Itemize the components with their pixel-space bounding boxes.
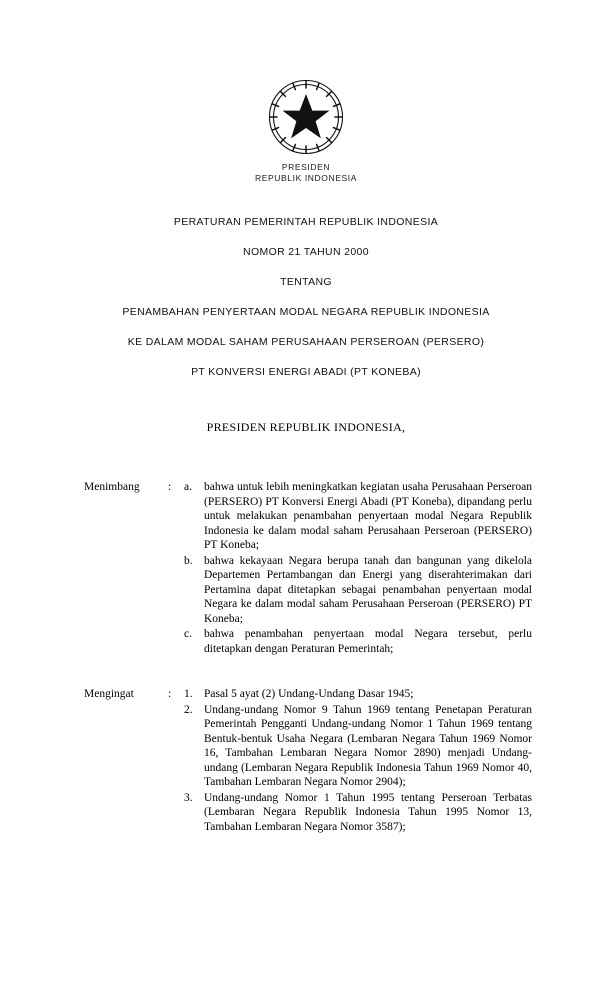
item-marker: b. <box>184 554 193 567</box>
item-text: bahwa untuk lebih meningkatkan kegiatan usaha Perusahaan Perseroan (PERSERO) PT Konversi Energi Abadi (PT Koneba), dipandang perlu untuk melakukan penambahan penyertaan modal Negara Republik Indonesia ke dalam modal saham Perusahaan Perseroan (PERSERO) PT Koneba; <box>204 481 532 551</box>
clause-colon: : <box>168 688 172 700</box>
clause-items <box>184 480 532 657</box>
title-line-about: TENTANG <box>280 276 332 288</box>
item-marker: 1. <box>184 688 193 700</box>
item-marker: 3. <box>184 791 193 804</box>
clauses-section <box>84 480 532 865</box>
clause-item <box>184 627 532 656</box>
clause-colon: : <box>168 481 172 493</box>
title-line-subject-3: PT KONVERSI ENERGI ABADI (PT KONEBA) <box>191 366 421 378</box>
emblem-caption-line2: REPUBLIK INDONESIA <box>255 173 357 183</box>
clause-item <box>184 791 532 835</box>
title-line-regulation: PERATURAN PEMERINTAH REPUBLIK INDONESIA <box>173 216 439 228</box>
clause-item <box>184 554 532 627</box>
item-text: Pasal 5 ayat (2) Undang-Undang Dasar 1945; <box>204 688 414 700</box>
title-line-subject-2: KE DALAM MODAL SAHAM PERUSAHAAN PERSEROAN (PERSERO) <box>127 336 485 348</box>
item-marker: a. <box>184 481 192 493</box>
emblem-caption-line1: PRESIDEN <box>281 162 331 172</box>
item-text: bahwa kekayaan Negara berupa tanah dan bangunan yang dikelola Departemen Pertambangan dan Energi yang diserahterimakan dari Pertamina dapat ditetapkan sebagai penambahan penyertaan modal Negara ke dalam modal saham Perusahaan Perseroan (PERSERO) PT Koneba; <box>204 554 532 625</box>
emblem-block <box>0 78 612 184</box>
clause-menimbang <box>84 480 532 657</box>
clause-label: Mengingat <box>84 688 134 700</box>
clause-item <box>184 703 532 790</box>
clause-item <box>184 480 532 553</box>
clause-items <box>184 687 532 835</box>
clause-label: Menimbang <box>84 481 140 493</box>
clause-mengingat <box>84 687 532 835</box>
item-text: Undang-undang Nomor 1 Tahun 1995 tentang Perseroan Terbatas (Lembaran Negara Republik Indonesia Tahun 1995 Nomor 13, Tambahan Lembaran Negara Nomor 3587); <box>204 791 532 833</box>
garuda-star-emblem-icon <box>267 78 345 156</box>
emblem-caption <box>0 162 612 184</box>
item-text: bahwa penambahan penyertaan modal Negara tersebut, perlu ditetapkan dengan Peraturan Pemerintah; <box>204 628 532 655</box>
item-marker: c. <box>184 628 192 640</box>
title-line-subject-1: PENAMBAHAN PENYERTAAN MODAL NEGARA REPUBLIK INDONESIA <box>122 306 490 318</box>
authority-line: PRESIDEN REPUBLIK INDONESIA, <box>206 420 406 434</box>
item-marker: 2. <box>184 703 193 716</box>
title-line-number: NOMOR 21 TAHUN 2000 <box>243 246 369 258</box>
item-text: Undang-undang Nomor 9 Tahun 1969 tentang Penetapan Peraturan Pemerintah Pengganti Undang-undang Nomor 1 Tahun 1969 tentang Bentuk-bentuk Usaha Negara (Lembaran Negara Tahun 1969 Nomor 16, Tambahan Lembaran Negara Nomor 2890) menjadi Undang-undang (Lembaran Negara Republik Indonesia Tahun 1969 Nomor 40, Tambahan Lembaran Negara Nomor 2904); <box>204 703 532 788</box>
clause-item <box>184 687 532 702</box>
document-title-block <box>56 216 556 396</box>
